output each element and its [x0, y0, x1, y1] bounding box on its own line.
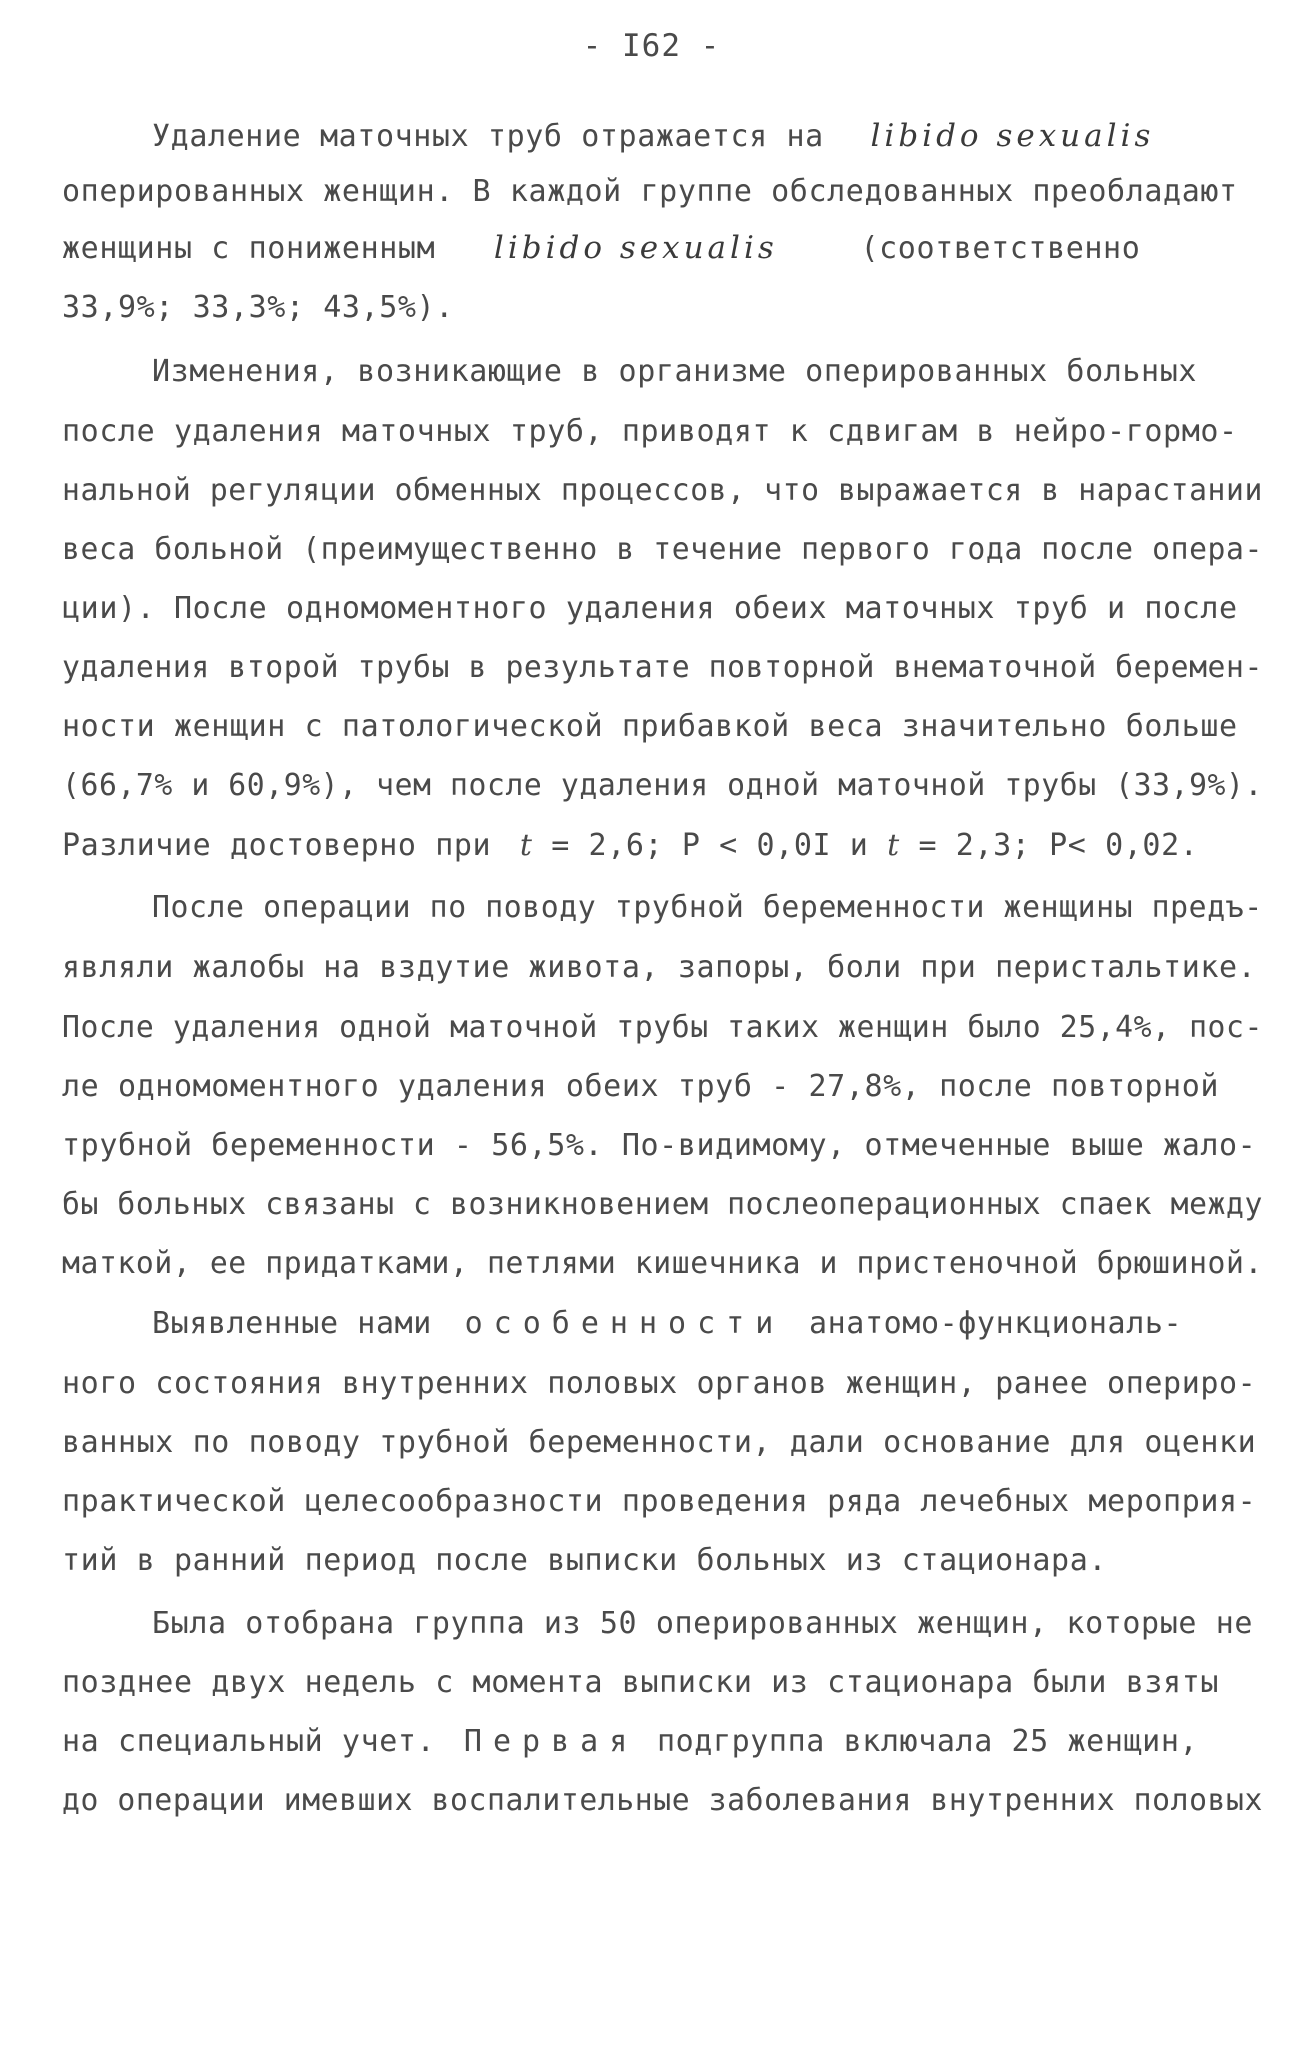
- emphasized-word: особенности: [464, 1306, 785, 1341]
- text-line: удаления второй трубы в результате повторной внематочной беремен-: [62, 650, 1263, 685]
- emphasized-word: Первая: [463, 1724, 639, 1759]
- text-segment: женщины с пониженным: [62, 231, 436, 266]
- text-line: 33,9%; 33,3%; 43,5%).: [62, 290, 454, 325]
- text-line: ности женщин с патологической прибавкой веса значительно больше: [62, 709, 1238, 744]
- t-statistic-symbol: t: [519, 828, 533, 863]
- text-line: до операции имевших воспалительные заболевания внутренних половых: [62, 1783, 1263, 1818]
- text-line: ного состояния внутренних половых органов женщин, ранее опериро-: [62, 1366, 1257, 1401]
- text-line: После операции по поводу трубной беременности женщины предъ-: [152, 890, 1263, 925]
- text-line: маткой, ее придатками, петлями кишечника и пристеночной брюшиной.: [62, 1246, 1263, 1281]
- page-number: - I62 -: [582, 28, 721, 64]
- text-line: ле одномоментного удаления обеих труб - 27,8%, после повторной: [62, 1069, 1220, 1104]
- text-line: [152, 1306, 1182, 1342]
- text-line: бы больных связаны с возникновением послеоперационных спаек между: [62, 1187, 1263, 1222]
- text-line: Изменения, возникающие в организме оперированных больных: [152, 354, 1198, 389]
- text-line: ванных по поводу трубной беременности, дали основание для оценки: [62, 1425, 1257, 1460]
- text-segment: анатомо-функциональ-: [808, 1306, 1183, 1341]
- text-line: Была отобрана группа из 50 оперированных женщин, которые не: [152, 1606, 1254, 1641]
- text-segment: (соответственно: [860, 231, 1141, 266]
- text-segment: = 2,3; P< 0,02.: [918, 828, 1199, 863]
- t-statistic-symbol: t: [887, 828, 900, 863]
- text-line: веса больной (преимущественно в течение первого года после опера-: [62, 532, 1263, 567]
- text-line: нальной регуляции обменных процессов, что выражается в нарастании: [62, 473, 1263, 508]
- text-line: оперированных женщин. В каждой группе обследованных преобладают: [62, 174, 1238, 209]
- text-line: (66,7% и 60,9%), чем после удаления одной маточной трубы (33,9%).: [62, 768, 1263, 803]
- text-segment: Удаление маточных труб отражается на: [152, 119, 824, 154]
- text-line: [62, 828, 1198, 864]
- text-segment: на специальный учет.: [62, 1724, 436, 1759]
- text-line: [62, 230, 1140, 266]
- handwritten-term: libido sexualis: [870, 118, 1155, 154]
- text-line: практической целесообразности проведения ряда лечебных мероприя-: [62, 1484, 1257, 1519]
- text-line: [62, 1724, 1198, 1760]
- text-line: ции). После одномоментного удаления обеих маточных труб и после: [62, 591, 1238, 626]
- text-line: трубной беременности - 56,5%. По-видимому, отмеченные выше жало-: [62, 1128, 1257, 1163]
- text-segment: = 2,6; P < 0,0I и: [551, 828, 869, 863]
- text-line: после удаления маточных труб, приводят к сдвигам в нейро-гормо-: [62, 414, 1238, 449]
- text-segment: Различие достоверно при: [62, 828, 492, 863]
- text-segment: Выявленные нами: [152, 1306, 432, 1341]
- handwritten-term: libido sexualis: [493, 230, 778, 266]
- text-line: [152, 118, 1154, 154]
- text-line: являли жалобы на вздутие живота, запоры, боли при перистальтике.: [62, 950, 1257, 985]
- text-line: После удаления одной маточной трубы таких женщин было 25,4%, пос-: [62, 1010, 1263, 1045]
- text-segment: подгруппа включала 25 женщин,: [656, 1724, 1199, 1759]
- text-line: позднее двух недель с момента выписки из стационара были взяты: [62, 1665, 1220, 1700]
- text-line: тий в ранний период после выписки больных из стационара.: [62, 1543, 1108, 1578]
